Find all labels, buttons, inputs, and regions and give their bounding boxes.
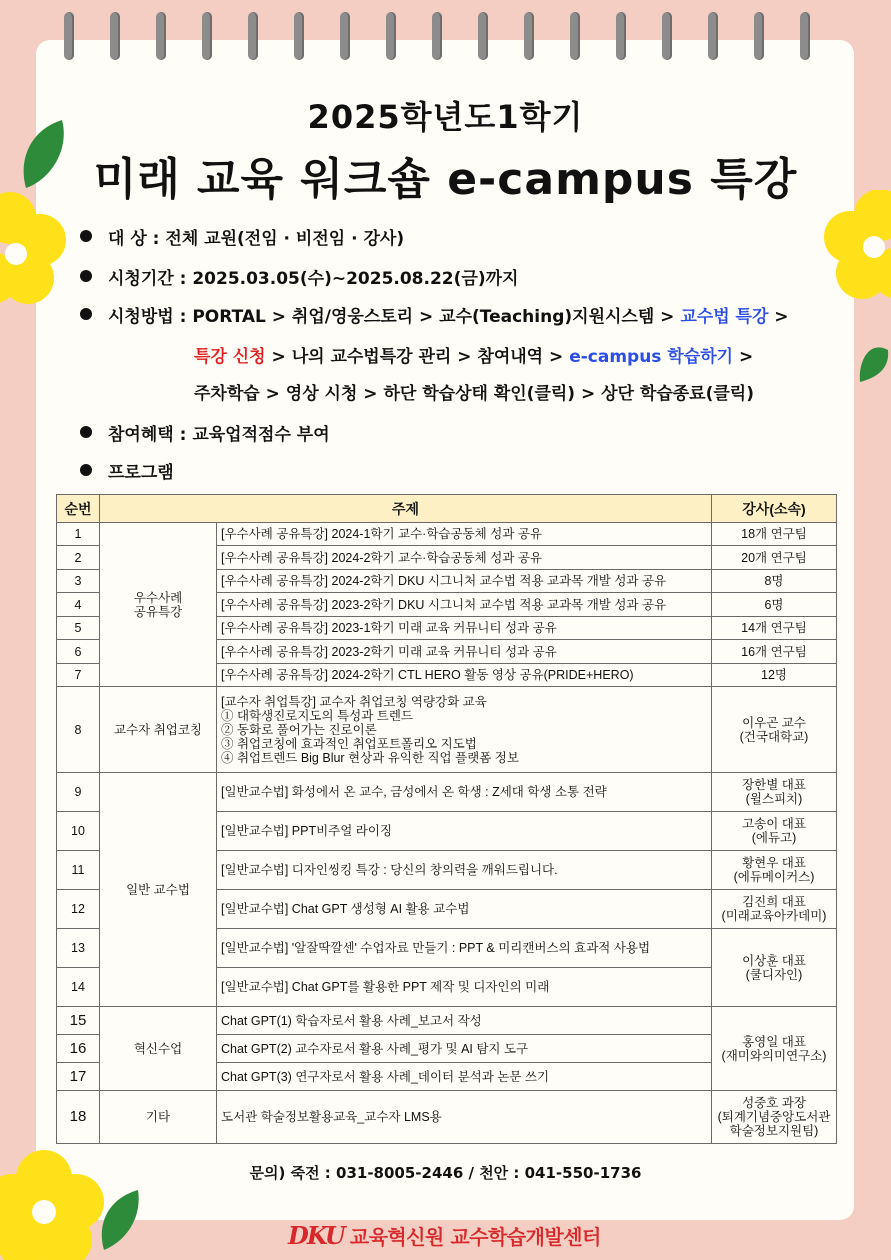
info-program: 프로그램 — [80, 458, 174, 483]
row-speaker: 이우곤 교수 (건국대학교) — [712, 687, 837, 773]
ring-icon — [386, 12, 396, 60]
flower-right-icon — [820, 190, 891, 390]
title-year: 2025학년도1학기 — [307, 98, 584, 136]
info-method: 시청방법 : PORTAL > 취업/영웅스토리 > 교수(Teaching)지원시스템 > 교수법 특강 > — [80, 302, 789, 327]
ring-icon — [570, 12, 580, 60]
table-row — [57, 1091, 837, 1144]
row-number: 18 — [57, 1091, 100, 1144]
row-speaker: 8명 — [712, 570, 837, 593]
row-speaker: 20개 연구팀 — [712, 546, 837, 570]
table-header-row — [57, 495, 837, 523]
col-header-no: 순번 — [57, 495, 100, 523]
row-number: 16 — [57, 1035, 100, 1063]
row-speaker: 성중호 과장 (퇴계기념중앙도서관 학술정보지원팀) — [712, 1091, 837, 1144]
row-number: 3 — [57, 570, 100, 593]
bullet-icon — [80, 270, 92, 282]
row-number: 9 — [57, 773, 100, 812]
row-number: 11 — [57, 851, 100, 890]
group-label: 교수자 취업코칭 — [100, 687, 217, 773]
row-speaker: 이상훈 대표 (쿨디자인) — [712, 929, 837, 1007]
contact-info: 문의) 죽전 : 031-8005-2446 / 천안 : 041-550-1736 — [249, 1164, 642, 1182]
row-speaker: 김진희 대표 (미래교육아카데미) — [712, 890, 837, 929]
ring-icon — [616, 12, 626, 60]
row-topic: [우수사례 공유특강] 2024-2학기 교수·학습공동체 성과 공유 — [217, 546, 712, 570]
bullet-icon — [80, 308, 92, 320]
group-label: 혁신수업 — [100, 1007, 217, 1091]
ring-icon — [432, 12, 442, 60]
ring-icon — [248, 12, 258, 60]
row-speaker: 황현우 대표 (에듀메이커스) — [712, 851, 837, 890]
row-topic: [일반교수법] 디자인씽킹 특강 : 당신의 창의력을 깨워드립니다. — [217, 851, 712, 890]
row-number: 8 — [57, 687, 100, 773]
row-topic: [일반교수법] Chat GPT를 활용한 PPT 제작 및 디자인의 미래 — [217, 968, 712, 1007]
row-speaker: 12명 — [712, 664, 837, 687]
row-number: 17 — [57, 1063, 100, 1091]
row-topic: [우수사례 공유특강] 2023-2학기 미래 교육 커뮤니티 성과 공유 — [217, 640, 712, 664]
row-topic: Chat GPT(3) 연구자로서 활용 사례_데이터 분석과 논문 쓰기 — [217, 1063, 712, 1091]
info-method-line3: 주차학습 > 영상 시청 > 하단 학습상태 확인(클릭) > 상단 학습종료(클릭) — [194, 384, 754, 404]
ring-icon — [156, 12, 166, 60]
row-number: 12 — [57, 890, 100, 929]
col-header-topic: 주제 — [100, 495, 712, 523]
bullet-icon — [80, 426, 92, 438]
ring-icon — [478, 12, 488, 60]
row-speaker: 장한별 대표 (윌스피치) — [712, 773, 837, 812]
info-method-line2: 특강 신청 > 나의 교수법특강 관리 > 참여내역 > e-campus 학습하기 > — [194, 347, 754, 367]
row-speaker: 16개 연구팀 — [712, 640, 837, 664]
row-speaker: 18개 연구팀 — [712, 523, 837, 546]
center-logo — [288, 1218, 601, 1252]
bullet-icon — [80, 230, 92, 242]
ring-icon — [524, 12, 534, 60]
table-row — [57, 523, 837, 546]
row-number: 1 — [57, 523, 100, 546]
row-topic: [교수자 취업특강] 교수자 취업코칭 역량강화 교육 ① 대학생진로지도의 특성과 트렌드 ② 동화로 풀어가는 진로이론 ③ 취업코칭에 효과적인 취업포트폴리오 지도법 ④ 취업트렌드 Big Blur 현상과 유익한 직업 플랫폼 정보 — [217, 687, 712, 773]
row-number: 6 — [57, 640, 100, 664]
ring-icon — [110, 12, 120, 60]
row-topic: [우수사례 공유특강] 2024-2학기 DKU 시그니처 교수법 적용 교과목 개발 성과 공유 — [217, 570, 712, 593]
group-label: 기타 — [100, 1091, 217, 1144]
row-speaker: 6명 — [712, 593, 837, 617]
row-topic: [우수사례 공유특강] 2023-2학기 DKU 시그니처 교수법 적용 교과목 개발 성과 공유 — [217, 593, 712, 617]
row-topic: [우수사례 공유특강] 2023-1학기 미래 교육 커뮤니티 성과 공유 — [217, 617, 712, 640]
table-row — [57, 1007, 837, 1035]
ring-icon — [800, 12, 810, 60]
title-main: 미래 교육 워크숍 e-campus 특강 — [93, 154, 798, 205]
info-benefit: 참여혜택 : 교육업적점수 부여 — [80, 420, 330, 445]
row-topic: Chat GPT(2) 교수자로서 활용 사례_평가 및 AI 탐지 도구 — [217, 1035, 712, 1063]
ring-icon — [64, 12, 74, 60]
row-topic: [일반교수법] Chat GPT 생성형 AI 활용 교수법 — [217, 890, 712, 929]
row-topic: [일반교수법] PPT비주얼 라이징 — [217, 812, 712, 851]
info-target: 대 상 : 전체 교원(전임 · 비전임 · 강사) — [80, 224, 404, 249]
ring-icon — [340, 12, 350, 60]
ring-icon — [708, 12, 718, 60]
row-number: 4 — [57, 593, 100, 617]
group-label: 일반 교수법 — [100, 773, 217, 1007]
info-period: 시청기간 : 2025.03.05(수)~2025.08.22(금)까지 — [80, 264, 518, 289]
dku-logo-icon: DKU — [288, 1220, 344, 1250]
ring-icon — [662, 12, 672, 60]
group-label: 우수사례 공유특강 — [100, 523, 217, 687]
row-topic: Chat GPT(1) 학습자로서 활용 사례_보고서 작성 — [217, 1007, 712, 1035]
program-table — [56, 494, 837, 1144]
row-number: 7 — [57, 664, 100, 687]
leaf-flower-left-icon — [0, 110, 80, 310]
row-topic: [일반교수법] '알잘딱깔센' 수업자료 만들기 : PPT & 미리캔버스의 효과적 사용법 — [217, 929, 712, 968]
col-header-speaker: 강사(소속) — [712, 495, 837, 523]
row-number: 5 — [57, 617, 100, 640]
row-number: 14 — [57, 968, 100, 1007]
bullet-icon — [80, 464, 92, 476]
row-topic: [일반교수법] 화성에서 온 교수, 금성에서 온 학생 : Z세대 학생 소통 전략 — [217, 773, 712, 812]
ring-icon — [202, 12, 212, 60]
table-row — [57, 687, 837, 773]
row-number: 10 — [57, 812, 100, 851]
table-row — [57, 773, 837, 812]
row-topic: 도서관 학술정보활용교육_교수자 LMS용 — [217, 1091, 712, 1144]
row-topic: [우수사례 공유특강] 2024-2학기 CTL HERO 활동 영상 공유(PRIDE+HERO) — [217, 664, 712, 687]
ring-icon — [294, 12, 304, 60]
row-speaker: 고송이 대표 (에듀고) — [712, 812, 837, 851]
center-name: 교육혁신원 교수학습개발센터 — [349, 1224, 601, 1249]
row-speaker: 홍영일 대표 (재미와의미연구소) — [712, 1007, 837, 1091]
row-number: 15 — [57, 1007, 100, 1035]
row-number: 13 — [57, 929, 100, 968]
row-speaker: 14개 연구팀 — [712, 617, 837, 640]
ring-icon — [754, 12, 764, 60]
row-topic: [우수사례 공유특강] 2024-1학기 교수·학습공동체 성과 공유 — [217, 523, 712, 546]
row-number: 2 — [57, 546, 100, 570]
